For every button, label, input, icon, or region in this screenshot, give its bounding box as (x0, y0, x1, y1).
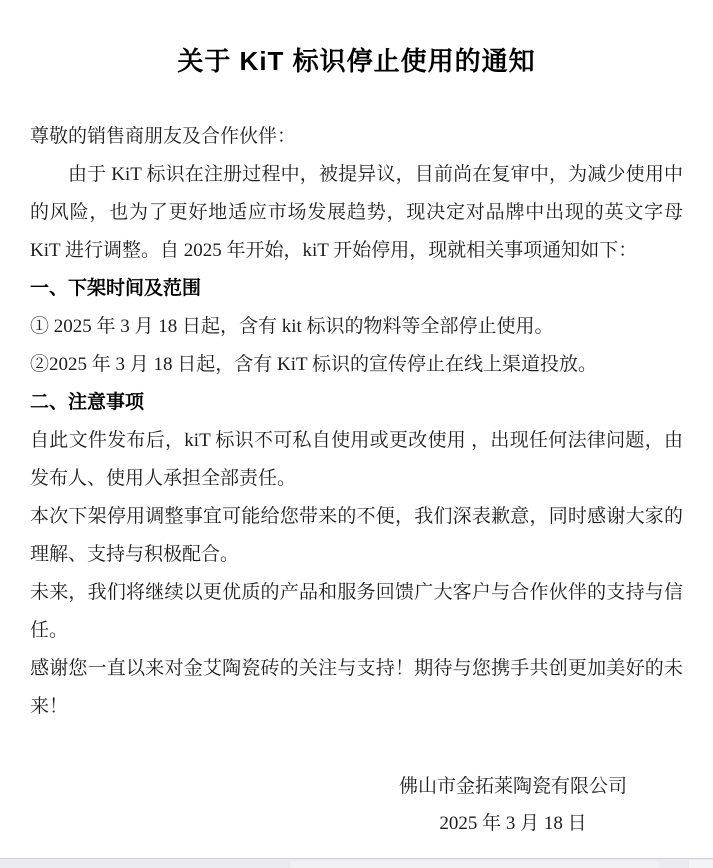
document-content (0, 44, 713, 842)
section2-paragraph-3: 未来，我们将继续以更优质的产品和服务回馈广大客户与合作伙伴的支持与信任。 (30, 582, 683, 641)
signature-date: 2025 年 3 月 18 日 (439, 813, 587, 834)
intro-paragraph: 由于 KiT 标识在注册过程中，被提异议，目前尚在复审中，为减少使用中的风险，也为了更好地适应市场发展趋势，现决定对品牌中出现的英文字母 KiT 进行调整。自 2025 年开始，kiT 开始停用，现就相关事项通知如下： (30, 164, 683, 261)
signature-block (30, 768, 683, 842)
section1-item-1: ① 2025 年 3 月 18 日起，含有 kit 标识的物料等全部停止使用。 (30, 316, 554, 337)
horizontal-scrollbar[interactable] (0, 858, 713, 868)
section2-paragraph-4: 感谢您一直以来对金艾陶瓷砖的关注与支持！期待与您携手共创更加美好的未来！ (30, 658, 683, 717)
section1-item-2: ②2025 年 3 月 18 日起，含有 KiT 标识的宣传停止在线上渠道投放。 (30, 354, 598, 375)
horizontal-scrollbar-thumb[interactable] (290, 861, 660, 868)
scrollbar-corner (689, 860, 713, 868)
section1-heading: 一、下架时间及范围 (30, 278, 202, 299)
signature-company: 佛山市金拓莱陶瓷有限公司 (398, 776, 627, 797)
section2-paragraph-1: 自此文件发布后，kiT 标识不可私自使用或更改使用 ，出现任何法律问题，由发布人、使用人承担全部责任。 (30, 430, 683, 489)
section2-heading: 二、注意事项 (30, 392, 145, 413)
signature-inner (399, 768, 627, 842)
section2-paragraph-2: 本次下架停用调整事宜可能给您带来的不便，我们深表歉意，同时感谢大家的理解、支持与积极配合。 (30, 506, 683, 565)
salutation: 尊敬的销售商朋友及合作伙伴： (30, 126, 297, 147)
notice-title: 关于 KiT 标识停止使用的通知 (177, 46, 536, 76)
